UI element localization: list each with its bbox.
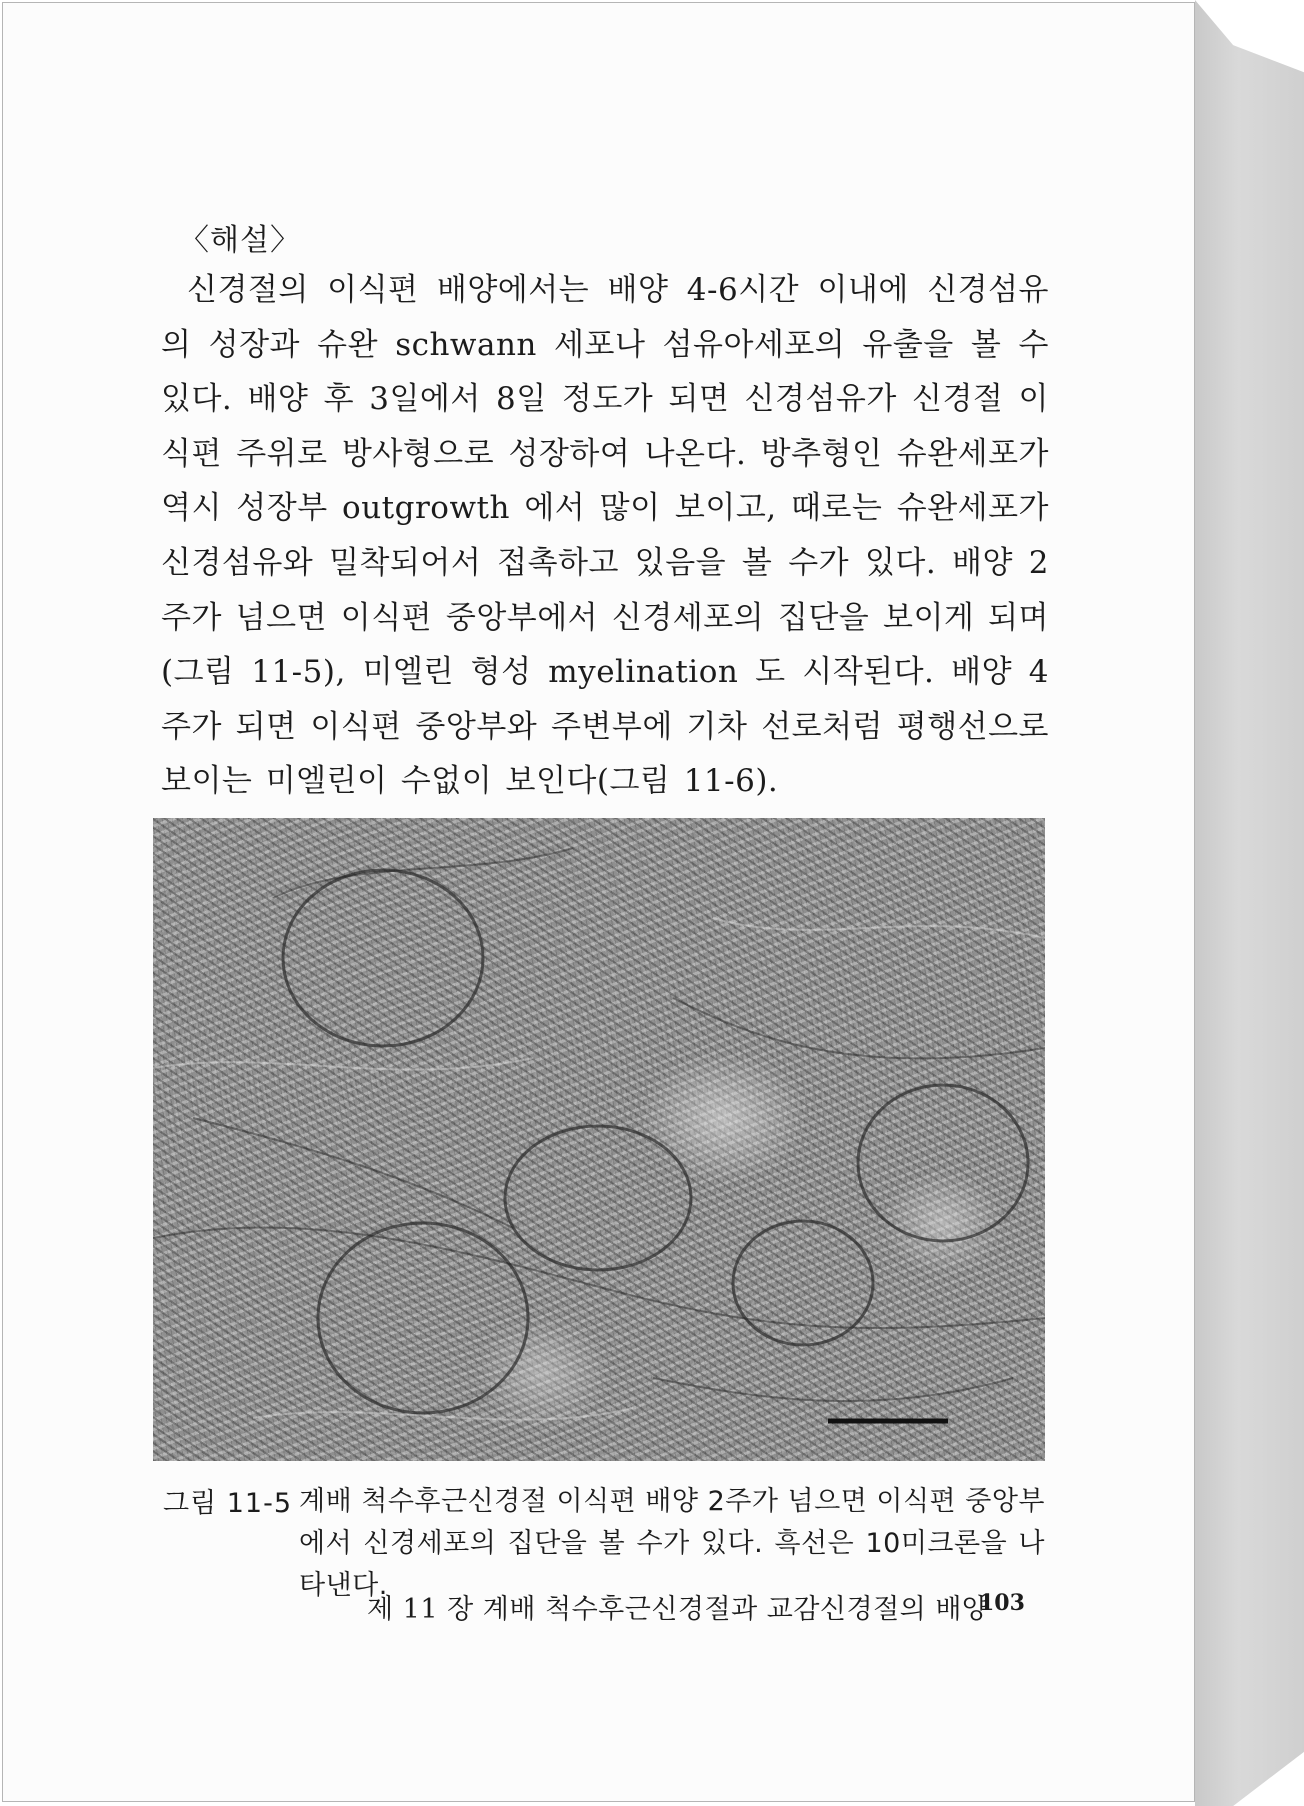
page-number: 103 bbox=[979, 1590, 1025, 1616]
body-paragraph: 신경절의 이식편 배양에서는 배양 4-6시간 이내에 신경섬유의 성장과 슈완 schwann 세포나 섬유아세포의 유출을 볼 수 있다. 배양 후 3일에서 8일 정도가 되면 신경섬유가 신경절 이식편 주위로 방사형으로 성장하여 나온다. 방추형인 슈완세포가 역시 성장부 outgrowth 에서 많이 보이고, 때로는 슈완세포가 신경섬유와 밀착되어서 접촉하고 있음을 볼 수가 있다. 배양 2주가 넘으면 이식편 중앙부에서 신경세포의 집단을 보이게 되며(그림 11-5), 미엘린 형성 myelination 도 시작된다. 배양 4주가 되면 이식편 중앙부와 주변부에 기차 선로처럼 평행선으로 보이는 미엘린이 수없이 보인다(그림 11-6). bbox=[161, 272, 1049, 800]
running-footer-title: 제 11 장 계배 척수후근신경절과 교감신경절의 배양 bbox=[367, 1594, 989, 1625]
book-page-edge bbox=[1195, 0, 1304, 1806]
micrograph-texture bbox=[153, 818, 1045, 1461]
figure-caption: 계배 척수후근신경절 이식편 배양 2주가 넘으면 이식편 중앙부에서 신경세포의 집단을 볼 수가 있다. 흑선은 10미크론을 나타낸다. bbox=[299, 1486, 1045, 1601]
section-heading: 〈해설〉 bbox=[179, 223, 301, 258]
book-page bbox=[2, 2, 1195, 1802]
micrograph-figure bbox=[153, 818, 1045, 1461]
figure-label: 그림 11-5 bbox=[163, 1488, 293, 1519]
